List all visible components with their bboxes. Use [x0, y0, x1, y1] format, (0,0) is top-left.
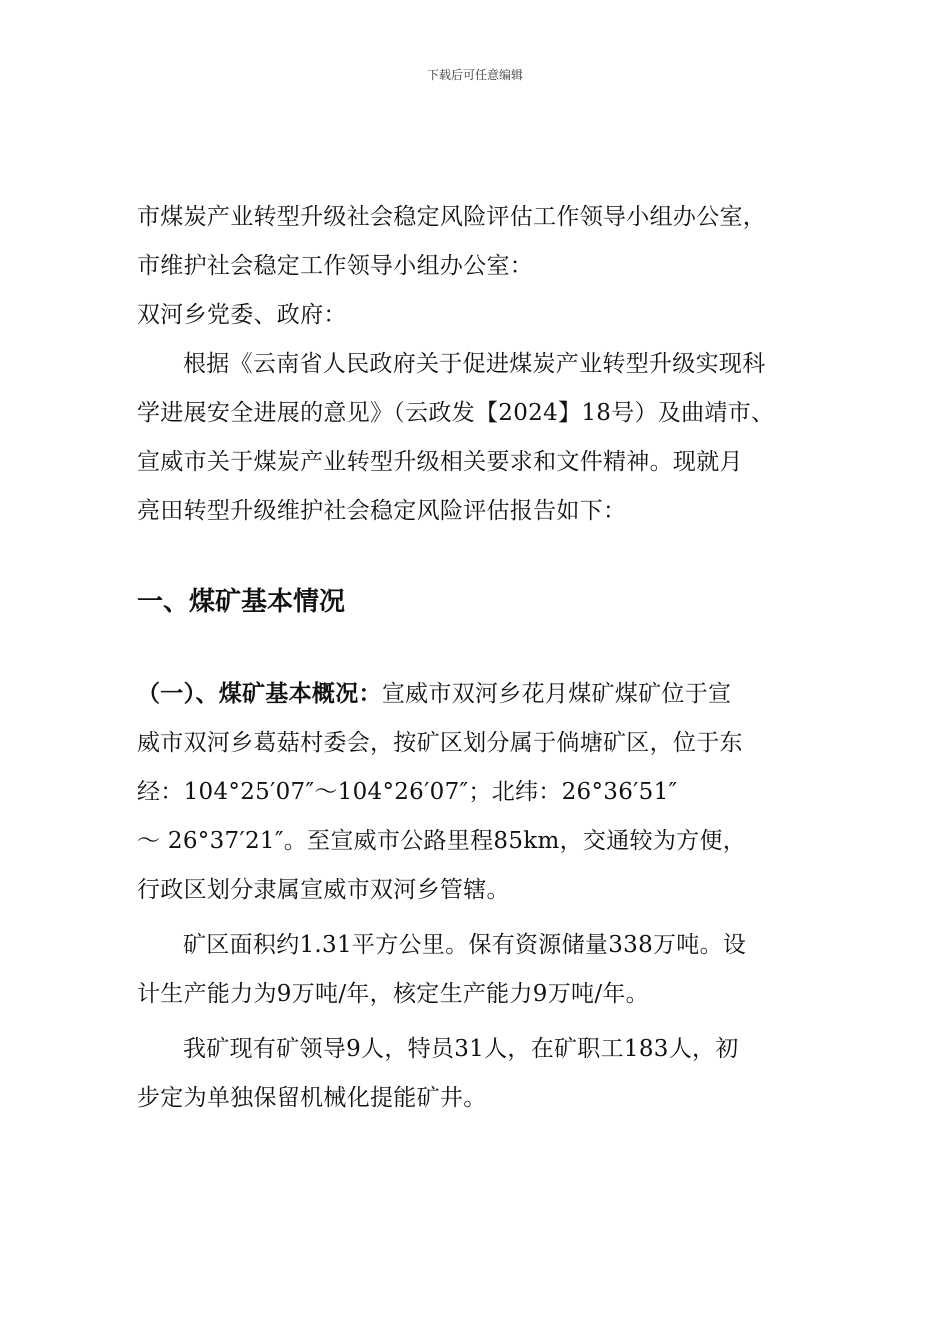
paragraph-line: 根据《云南省人民政府关于促进煤炭产业转型升级实现科 [183, 351, 766, 377]
paragraph-line [137, 670, 837, 719]
addressee-line: 双河乡党委、政府： [137, 302, 347, 328]
paragraph-line: 行政区划分隶属宣威市双河乡管辖。 [137, 877, 510, 903]
paragraph-line: 计生产能力为9万吨/年，核定生产能力9万吨/年。 [137, 981, 649, 1007]
paragraph-line: 宣威市关于煤炭产业转型升级相关要求和文件精神。现就月 [137, 449, 743, 475]
area-capacity-paragraph [137, 921, 837, 1019]
paragraph-line: 亮田转型升级维护社会稳定风险评估报告如下： [137, 498, 627, 524]
subsection-label: （一）、煤矿基本概况： [137, 681, 382, 707]
addressee-line: 市维护社会稳定工作领导小组办公室： [137, 253, 534, 279]
page-header-note: 下载后可任意编辑 [426, 68, 523, 82]
paragraph-text: 宣威市双河乡花月煤矿煤矿位于宣 [381, 681, 732, 707]
staff-paragraph [137, 1025, 837, 1123]
document-body [137, 193, 837, 1123]
paragraph-line: 学进展安全进展的意见》（云政发【2024】18号）及曲靖市、 [137, 400, 775, 426]
addressee-line: 市煤炭产业转型升级社会稳定风险评估工作领导小组办公室， [137, 204, 767, 230]
paragraph-line: 经：104°25′07″～104°26′07″；北纬：26°36′51″ [137, 779, 678, 805]
paragraph-line: 我矿现有矿领导9人，特员31人，在矿职工183人，初 [183, 1036, 739, 1062]
basic-overview-paragraph [137, 670, 837, 915]
paragraph-line: 矿区面积约1.31平方公里。保有资源储量338万吨。设 [183, 932, 747, 958]
intro-paragraph [137, 340, 837, 536]
section-heading: 一、煤矿基本情况 [137, 587, 346, 617]
addressee-block [137, 193, 837, 340]
paragraph-line: 步定为单独保留机械化提能矿井。 [137, 1085, 487, 1111]
paragraph-line: 威市双河乡葛菇村委会，按矿区划分属于倘塘矿区，位于东 [137, 730, 743, 756]
paragraph-line: ～ 26°37′21″。至宣威市公路里程85km，交通较为方便， [137, 828, 747, 854]
